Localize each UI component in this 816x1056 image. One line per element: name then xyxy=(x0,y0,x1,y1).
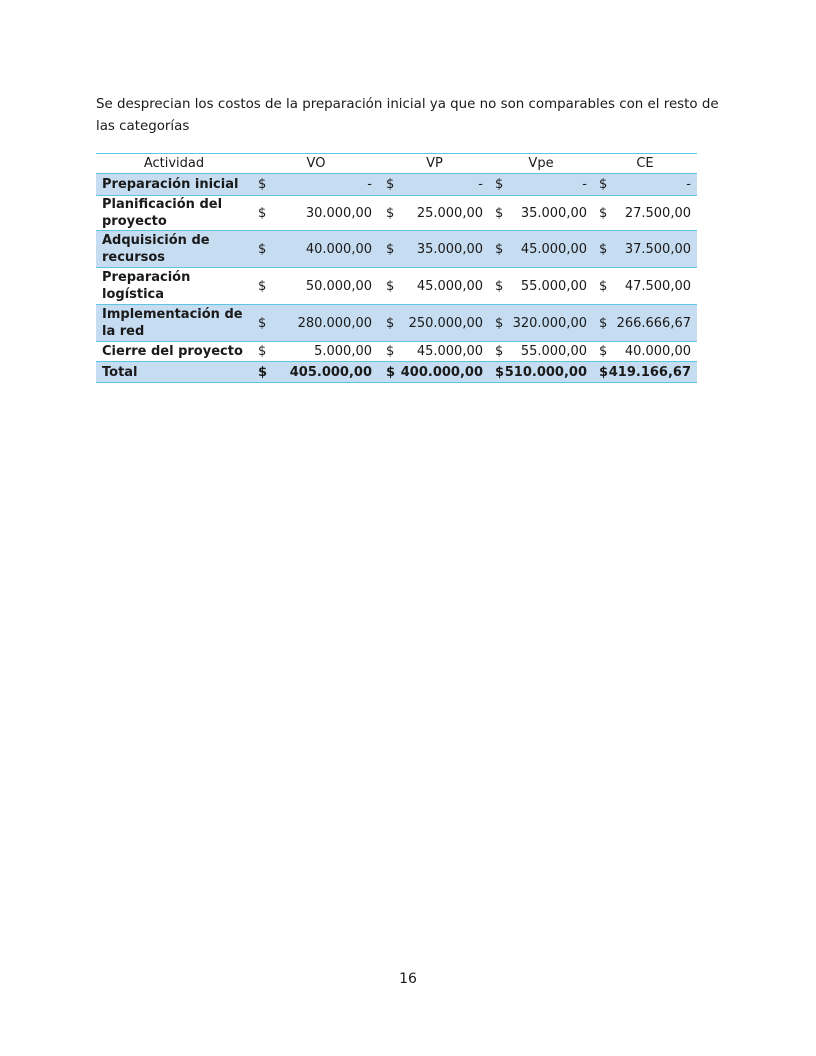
amount-cell xyxy=(593,196,697,231)
currency-symbol: $ xyxy=(495,344,504,359)
amount-value: 37.500,00 xyxy=(624,241,691,257)
amount-value: 40.000,00 xyxy=(624,344,691,359)
cost-table xyxy=(96,153,697,383)
currency-symbol: $ xyxy=(386,205,395,221)
currency-symbol: $ xyxy=(386,315,395,331)
amount-cell xyxy=(380,231,489,268)
amount-value: 510.000,00 xyxy=(504,364,587,380)
header-vp: VP xyxy=(380,154,489,174)
header-ce: CE xyxy=(593,154,697,174)
activity-cell: Implementación de la red xyxy=(96,305,252,342)
amount-value: - xyxy=(478,177,483,192)
currency-symbol: $ xyxy=(599,315,608,331)
amount-value: 250.000,00 xyxy=(408,315,483,331)
amount-cell xyxy=(593,268,697,305)
currency-symbol: $ xyxy=(386,278,395,294)
intro-paragraph: Se desprecian los costos de la preparación inicial ya que no son comparables con el resto de las categorías xyxy=(96,97,719,134)
amount-value: 45.000,00 xyxy=(416,278,483,294)
activity-cell: Preparación inicial xyxy=(96,174,252,196)
amount-value: 50.000,00 xyxy=(305,278,372,294)
amount-value: - xyxy=(367,177,372,192)
currency-symbol: $ xyxy=(599,364,609,380)
amount-cell xyxy=(380,305,489,342)
amount-cell xyxy=(489,342,593,362)
currency-symbol: $ xyxy=(599,344,608,359)
currency-symbol: $ xyxy=(258,315,267,331)
header-vpe: Vpe xyxy=(489,154,593,174)
amount-value: 320.000,00 xyxy=(512,315,587,331)
table-row xyxy=(96,196,697,231)
amount-cell xyxy=(489,231,593,268)
amount-cell xyxy=(252,362,380,383)
currency-symbol: $ xyxy=(599,241,608,257)
currency-symbol: $ xyxy=(599,177,608,192)
amount-value: - xyxy=(686,177,691,192)
amount-cell xyxy=(252,305,380,342)
amount-cell xyxy=(489,362,593,383)
amount-value: - xyxy=(582,177,587,192)
amount-cell xyxy=(380,174,489,196)
currency-symbol: $ xyxy=(495,315,504,331)
currency-symbol: $ xyxy=(386,241,395,257)
amount-value: 45.000,00 xyxy=(416,344,483,359)
amount-cell xyxy=(252,268,380,305)
currency-symbol: $ xyxy=(386,364,396,380)
table-header-row xyxy=(96,154,697,174)
currency-symbol: $ xyxy=(258,344,267,359)
activity-cell: Total xyxy=(96,362,252,383)
amount-cell xyxy=(252,196,380,231)
currency-symbol: $ xyxy=(495,205,504,221)
currency-symbol: $ xyxy=(258,177,267,192)
amount-value: 55.000,00 xyxy=(520,278,587,294)
amount-cell xyxy=(380,196,489,231)
amount-cell xyxy=(489,268,593,305)
amount-cell xyxy=(489,174,593,196)
amount-cell xyxy=(380,362,489,383)
activity-cell: Cierre del proyecto xyxy=(96,342,252,362)
activity-cell: Adquisición de recursos xyxy=(96,231,252,268)
currency-symbol: $ xyxy=(599,205,608,221)
amount-cell xyxy=(252,342,380,362)
amount-cell xyxy=(380,268,489,305)
amount-cell xyxy=(593,231,697,268)
table-row xyxy=(96,342,697,362)
amount-value: 55.000,00 xyxy=(520,344,587,359)
amount-cell xyxy=(593,342,697,362)
currency-symbol: $ xyxy=(495,177,504,192)
amount-value: 40.000,00 xyxy=(305,241,372,257)
amount-value: 266.666,67 xyxy=(616,315,691,331)
amount-cell xyxy=(593,174,697,196)
header-vo: VO xyxy=(252,154,380,174)
table-row xyxy=(96,231,697,268)
page-number: 16 xyxy=(399,971,417,987)
currency-symbol: $ xyxy=(495,364,505,380)
amount-value: 35.000,00 xyxy=(416,241,483,257)
amount-value: 47.500,00 xyxy=(624,278,691,294)
amount-cell xyxy=(489,305,593,342)
amount-value: 27.500,00 xyxy=(624,205,691,221)
currency-symbol: $ xyxy=(386,344,395,359)
amount-value: 25.000,00 xyxy=(416,205,483,221)
amount-cell xyxy=(380,342,489,362)
amount-value: 45.000,00 xyxy=(520,241,587,257)
amount-value: 30.000,00 xyxy=(305,205,372,221)
currency-symbol: $ xyxy=(599,278,608,294)
currency-symbol: $ xyxy=(386,177,395,192)
amount-value: 35.000,00 xyxy=(520,205,587,221)
currency-symbol: $ xyxy=(495,241,504,257)
amount-cell xyxy=(593,305,697,342)
table-row xyxy=(96,268,697,305)
currency-symbol: $ xyxy=(258,205,267,221)
table-row xyxy=(96,305,697,342)
currency-symbol: $ xyxy=(495,278,504,294)
activity-cell: Planificación del proyecto xyxy=(96,196,252,231)
currency-symbol: $ xyxy=(258,241,267,257)
amount-value: 5.000,00 xyxy=(314,344,372,359)
amount-value: 419.166,67 xyxy=(608,364,691,380)
amount-cell xyxy=(593,362,697,383)
amount-value: 400.000,00 xyxy=(400,364,483,380)
activity-cell: Preparación logística xyxy=(96,268,252,305)
amount-cell xyxy=(252,174,380,196)
amount-value: 405.000,00 xyxy=(289,364,372,380)
table-row xyxy=(96,174,697,196)
currency-symbol: $ xyxy=(258,364,268,380)
amount-cell xyxy=(489,196,593,231)
currency-symbol: $ xyxy=(258,278,267,294)
amount-cell xyxy=(252,231,380,268)
table-row xyxy=(96,362,697,383)
amount-value: 280.000,00 xyxy=(297,315,372,331)
header-actividad: Actividad xyxy=(96,154,252,174)
